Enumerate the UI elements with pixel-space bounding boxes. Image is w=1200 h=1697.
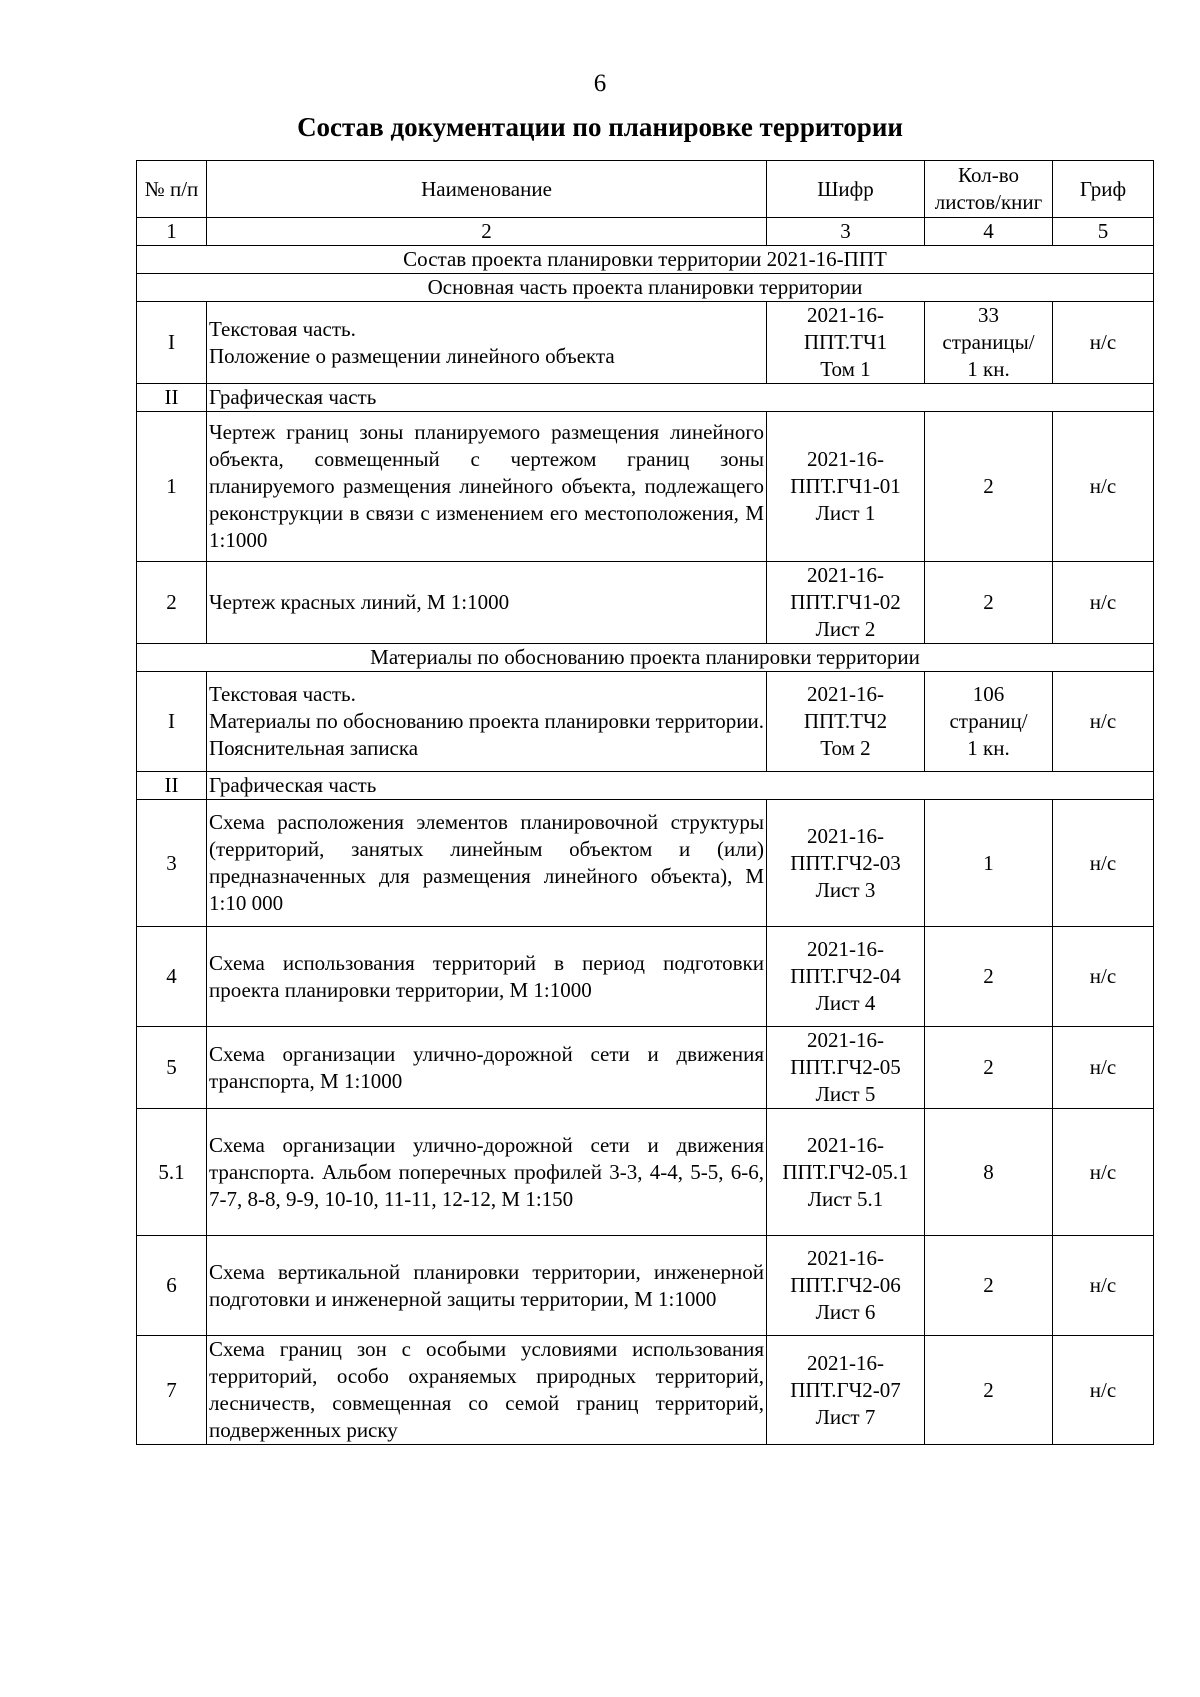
row-stamp: н/с <box>1053 927 1154 1027</box>
row-stamp: н/с <box>1053 1027 1154 1109</box>
row-number: II <box>137 772 207 800</box>
row-count: 33 страницы/ 1 кн. <box>925 302 1053 384</box>
row-name: Схема организации улично-дорожной сети и движения транспорта, М 1:1000 <box>207 1027 767 1109</box>
documentation-table <box>136 160 1154 1445</box>
row-name: Чертеж красных линий, М 1:1000 <box>207 562 767 644</box>
section-row <box>137 274 1154 302</box>
subheader-row <box>137 384 1154 412</box>
row-stamp: н/с <box>1053 562 1154 644</box>
row-number: 6 <box>137 1236 207 1336</box>
subheader-title: Графическая часть <box>207 772 1154 800</box>
table-row <box>137 672 1154 772</box>
row-code: 2021-16- ППТ.ГЧ2-06 Лист 6 <box>767 1236 925 1336</box>
row-code: 2021-16- ППТ.ГЧ2-05 Лист 5 <box>767 1027 925 1109</box>
header-count: Кол-во листов/книг <box>925 161 1053 218</box>
document-title: Состав документации по планировке территории <box>297 112 903 142</box>
table-row <box>137 1336 1154 1445</box>
column-numbers-row <box>137 218 1154 246</box>
row-number: II <box>137 384 207 412</box>
column-number: 3 <box>767 218 925 246</box>
row-stamp: н/с <box>1053 412 1154 562</box>
table-row <box>137 302 1154 384</box>
row-code: 2021-16- ППТ.ТЧ1 Том 1 <box>767 302 925 384</box>
column-number: 2 <box>207 218 767 246</box>
section-row <box>137 246 1154 274</box>
row-name: Схема использования территорий в период подготовки проекта планировки территории, М 1:1000 <box>207 927 767 1027</box>
row-count: 106 страниц/ 1 кн. <box>925 672 1053 772</box>
row-stamp: н/с <box>1053 1109 1154 1236</box>
section-title: Состав проекта планировки территории 2021-16-ППТ <box>137 246 1154 274</box>
row-number: 5 <box>137 1027 207 1109</box>
row-stamp: н/с <box>1053 1336 1154 1445</box>
column-number: 5 <box>1053 218 1154 246</box>
table-row <box>137 562 1154 644</box>
section-row <box>137 644 1154 672</box>
subheader-title: Графическая часть <box>207 384 1154 412</box>
section-title: Материалы по обоснованию проекта планировки территории <box>137 644 1154 672</box>
row-number: 1 <box>137 412 207 562</box>
subheader-row <box>137 772 1154 800</box>
table-row <box>137 1236 1154 1336</box>
row-count: 2 <box>925 562 1053 644</box>
row-count: 1 <box>925 800 1053 927</box>
row-stamp: н/с <box>1053 800 1154 927</box>
column-number: 4 <box>925 218 1053 246</box>
row-name: Текстовая часть. Положение о размещении линейного объекта <box>207 302 767 384</box>
header-number: № п/п <box>137 161 207 218</box>
page-number: 6 <box>593 70 607 97</box>
section-title: Основная часть проекта планировки территории <box>137 274 1154 302</box>
row-code: 2021-16- ППТ.ГЧ1-02 Лист 2 <box>767 562 925 644</box>
row-name: Текстовая часть. Материалы по обоснованию проекта планировки территории. Пояснительная записка <box>207 672 767 772</box>
row-name: Схема границ зон с особыми условиями использования территорий, особо охраняемых природных территорий, лесничеств, совмещенная со семой границ территорий, подверженных риску <box>207 1336 767 1445</box>
row-stamp: н/с <box>1053 1236 1154 1336</box>
header-name: Наименование <box>207 161 767 218</box>
row-code: 2021-16- ППТ.ГЧ1-01 Лист 1 <box>767 412 925 562</box>
row-number: I <box>137 302 207 384</box>
row-count: 2 <box>925 1236 1053 1336</box>
row-number: 7 <box>137 1336 207 1445</box>
table-row <box>137 1109 1154 1236</box>
table-header-row <box>137 161 1154 218</box>
header-stamp: Гриф <box>1053 161 1154 218</box>
row-number: 4 <box>137 927 207 1027</box>
row-count: 2 <box>925 1336 1053 1445</box>
table-row <box>137 927 1154 1027</box>
row-number: 2 <box>137 562 207 644</box>
row-number: 3 <box>137 800 207 927</box>
row-name: Схема организации улично-дорожной сети и движения транспорта. Альбом поперечных профилей 3-3, 4-4, 5-5, 6-6, 7-7, 8-8, 9-9, 10-10, 11-11, 12-12, М 1:150 <box>207 1109 767 1236</box>
row-count: 2 <box>925 1027 1053 1109</box>
row-name: Схема вертикальной планировки территории, инженерной подготовки и инженерной защиты территории, М 1:1000 <box>207 1236 767 1336</box>
row-stamp: н/с <box>1053 672 1154 772</box>
row-name: Чертеж границ зоны планируемого размещения линейного объекта, совмещенный с чертежом границ зоны планируемого размещения линейного объекта, подлежащего реконструкции в связи с изменением его местоположения, М 1:1000 <box>207 412 767 562</box>
row-count: 2 <box>925 927 1053 1027</box>
table-row <box>137 412 1154 562</box>
row-number: 5.1 <box>137 1109 207 1236</box>
row-stamp: н/с <box>1053 302 1154 384</box>
row-count: 2 <box>925 412 1053 562</box>
header-code: Шифр <box>767 161 925 218</box>
row-code: 2021-16- ППТ.ГЧ2-03 Лист 3 <box>767 800 925 927</box>
row-name: Схема расположения элементов планировочной структуры (территорий, занятых линейным объектом и (или) предназначенных для размещения линейного объекта), М 1:10 000 <box>207 800 767 927</box>
column-number: 1 <box>137 218 207 246</box>
table-row <box>137 1027 1154 1109</box>
table-row <box>137 800 1154 927</box>
row-code: 2021-16- ППТ.ГЧ2-04 Лист 4 <box>767 927 925 1027</box>
row-code: 2021-16- ППТ.ГЧ2-05.1 Лист 5.1 <box>767 1109 925 1236</box>
row-code: 2021-16- ППТ.ГЧ2-07 Лист 7 <box>767 1336 925 1445</box>
row-code: 2021-16- ППТ.ТЧ2 Том 2 <box>767 672 925 772</box>
row-number: I <box>137 672 207 772</box>
row-count: 8 <box>925 1109 1053 1236</box>
